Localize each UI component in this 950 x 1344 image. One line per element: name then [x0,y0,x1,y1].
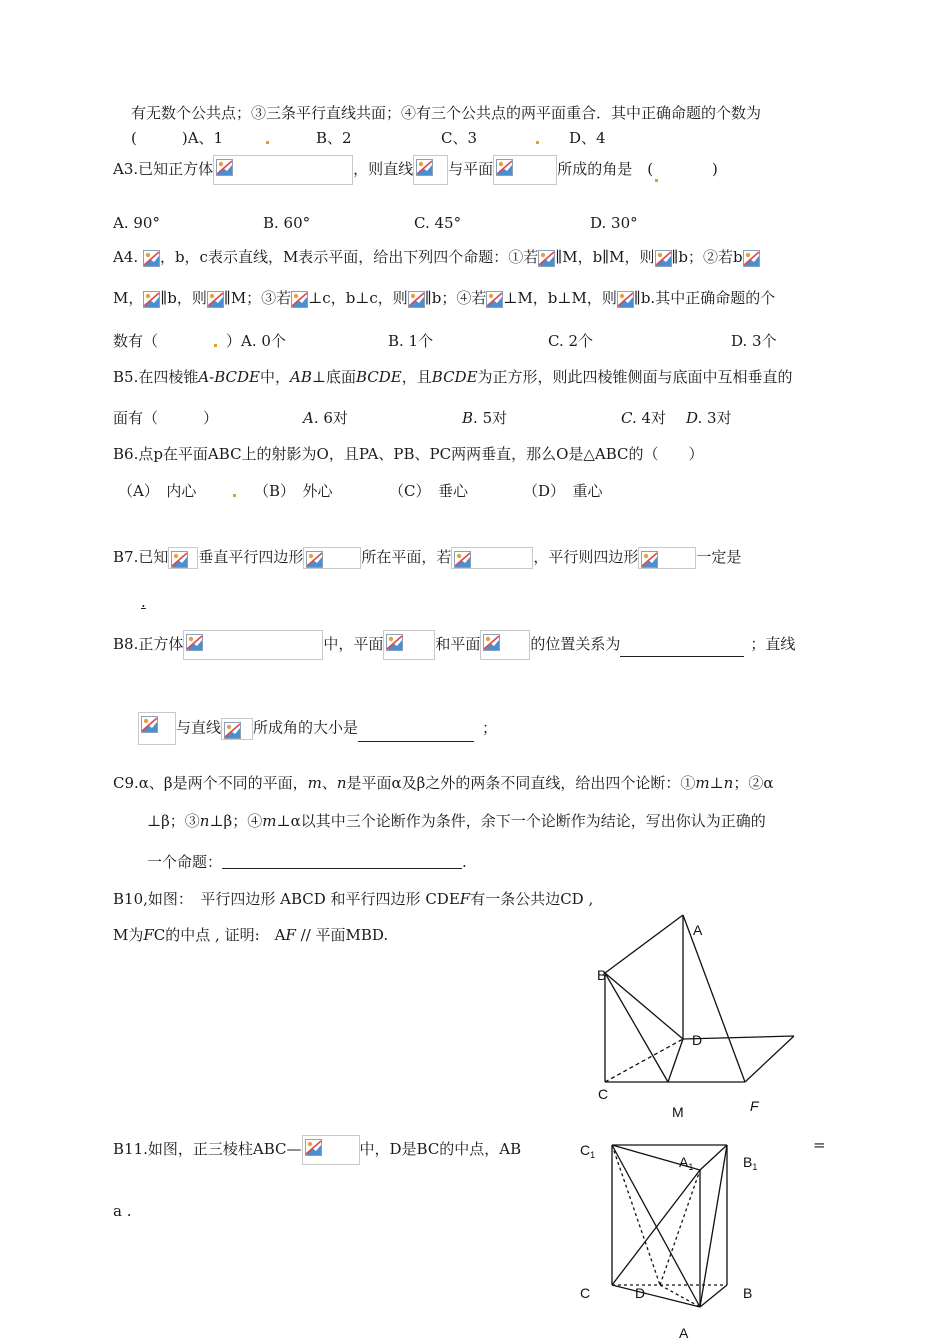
option-b: B. 1个 [388,332,434,350]
text: ) [712,160,718,178]
label-c: C [580,1285,591,1301]
problem-b7-answer [141,592,146,612]
edge [700,1145,727,1307]
text: 面有（ ） [113,409,219,427]
problem-b10 [113,889,593,909]
answer-blank[interactable] [222,868,462,869]
text: 所成角的大小是 [253,718,359,737]
label-c: C [598,1086,609,1102]
option-c: C. 2个 [548,332,594,350]
text: 3对 [702,409,732,427]
text: 垂直平行四边形 [198,548,304,566]
label-f: F [750,1098,759,1114]
option-b: B、2 [316,129,352,147]
text: A-BCDE [198,368,260,386]
text: ⊥c，b⊥c，则 [308,289,408,307]
text: B10,如图： 平行四边形 ABCD 和平行四边形 CDE [113,890,460,908]
parallelogram-figure [590,905,810,1125]
text: B7.已知 [113,548,169,566]
text: 中，D是BC的中点，AB [359,1140,522,1158]
problem-a3 [113,155,718,185]
broken-image-icon [486,291,503,308]
option-d: D. 3个 [731,332,777,350]
text: ⊥底面 [311,368,356,386]
text: 与平面 [448,160,494,178]
dot-mark [233,494,236,497]
broken-image-icon [303,547,361,569]
text: a . [113,1202,132,1220]
text: 5对 [477,409,508,427]
hidden-edge [612,1145,660,1285]
text: BCDE [431,368,478,386]
text: M为 [113,926,144,944]
option-a: ( )A、1 [131,129,224,147]
text: ∥b；②若b [671,248,743,266]
text: 4对 [636,409,667,427]
broken-image-icon [617,291,634,308]
text: A3.已知正方体 [113,160,214,178]
text: ∥M；③若 [223,289,292,307]
option-d: D. 30° [590,214,638,232]
edge [605,973,683,1039]
text: 的位置关系为 [530,635,621,653]
broken-image-icon [451,547,533,569]
text: 、 [321,774,337,792]
problem-c9-line3 [147,852,467,872]
text: ，则直线 [353,160,414,178]
problem-b8 [113,630,795,660]
text: C9.α、β是两个不同的平面， [113,774,308,792]
broken-image-icon [538,250,555,267]
problem-b8-line2 [138,712,497,745]
text: ∥b；④若 [424,289,487,307]
text: 为正方形，则此四棱锥侧面与底面中互相垂直的 [477,368,793,386]
option-d [686,408,732,428]
option-b: （B） 外心 [254,482,333,500]
option-c: （C） 垂心 [389,482,468,500]
text: ； [482,718,498,737]
problem-b5 [113,367,793,387]
problem-a2-tail [131,103,761,123]
label-b: B [743,1285,753,1301]
dot-mark [536,141,539,144]
text: 所在平面，若 [361,548,452,566]
text: . [462,853,467,871]
option-d: （D） 重心 [523,482,603,500]
problem-b10-line2 [113,925,388,945]
label-a1: $A_1$ [679,1154,694,1172]
hidden-edge [605,1039,683,1082]
text: ⊥α以其中三个论断作为条件，余下一个论断作为结论，写出你认为正确的 [276,812,766,830]
prism-figure [575,1130,805,1344]
text: m [262,812,277,830]
broken-image-icon [480,630,530,660]
label-b: B [597,967,607,983]
edge [700,1285,727,1307]
broken-image-icon [655,250,672,267]
dot-mark [655,179,658,182]
edge [612,1285,700,1307]
text: B5.在四棱锥 [113,368,199,386]
broken-image-icon [207,291,224,308]
broken-image-icon [413,155,448,185]
text: 一定是 [696,548,742,566]
text: F [459,890,471,908]
edge [668,1039,683,1082]
text: D. [686,409,703,427]
broken-image-icon [383,630,435,660]
text: ∥b.其中正确命题的个 [633,289,776,307]
option-a: A. 90° [113,214,160,232]
text: B8.正方体 [113,635,184,653]
text: 有一条公共边CD , [470,890,594,908]
text: ；直线 [750,635,796,653]
broken-image-icon [168,547,198,569]
text: B. [462,409,478,427]
option-c: C、3 [441,129,478,147]
dot-mark [266,141,269,144]
label-a: A [693,922,703,938]
text: ⊥M，b⊥M，则 [503,289,617,307]
text: 一个命题： [147,853,223,871]
broken-image-icon [143,291,160,308]
text: ；②α [733,774,774,792]
text: 数有（ [113,332,159,350]
text: 和平面 [435,635,481,653]
problem-a4-line2 [113,288,775,308]
broken-image-icon [138,712,176,745]
option-a [303,408,348,428]
text: C. [621,409,637,427]
problem-a4 [113,247,760,267]
answer-blank[interactable] [358,741,474,742]
answer-blank[interactable] [620,656,744,657]
broken-image-icon [302,1135,360,1165]
text: n [199,812,210,830]
text: C的中点 , 证明: A [153,926,286,944]
dot-mark [214,344,217,347]
hidden-edge [660,1170,700,1285]
text: B11.如图，正三棱柱ABC— [113,1140,302,1158]
label-d: D [635,1285,646,1301]
edge [683,915,745,1082]
label-a: A [679,1325,689,1341]
edge [605,973,668,1082]
text: B6.点p在平面ABC上的射影为O，且PA、PB、PC两两垂直，那么O是△ABC的（ ） [113,445,704,463]
text: = [813,1136,826,1154]
text: m [307,774,322,792]
label-d: D [692,1032,703,1048]
edge [605,915,683,973]
text: AB [290,368,312,386]
broken-image-icon [183,630,323,660]
label-b1: $B_1$ [743,1154,758,1172]
broken-image-icon [291,291,308,308]
edge [745,1036,794,1082]
text: m [695,774,710,792]
option-a: ）A. 0个 [226,332,286,350]
broken-image-icon [213,155,353,185]
text: . [141,593,146,611]
broken-image-icon [143,250,160,267]
text: ⊥ [709,774,724,792]
option-b: B. 60° [263,214,311,232]
problem-b11-equals [813,1135,826,1155]
problem-c9-line2 [147,811,766,831]
option-d: D、4 [569,129,606,147]
text: 中， [260,368,291,386]
problem-b11-line2 [113,1201,131,1221]
text: 中，平面 [323,635,384,653]
option-b [462,408,507,428]
option-c [621,408,666,428]
problem-b7 [113,547,741,569]
text: M， [113,289,144,307]
text: ，平行则四边形 [533,548,639,566]
broken-image-icon [638,547,696,569]
text: // 平面MBD. [295,926,389,944]
label-c1: $C_1$ [580,1142,596,1160]
text: ⊥β；④ [209,812,263,830]
problem-b11 [113,1135,521,1165]
text: 有无数个公共点；③三条平行直线共面；④有三个公共点的两平面重合．其中正确命题的个数为 [131,104,762,122]
text: BCDE [355,368,402,386]
broken-image-icon [221,718,253,740]
text: 是平面α及β之外的两条不同直线，给出四个论断：① [346,774,696,792]
text: n [723,774,734,792]
text: ∥M，b∥M，则 [555,248,655,266]
broken-image-icon [493,155,557,185]
text: A. [303,409,319,427]
problem-c9 [113,773,773,793]
text: 与直线 [176,718,222,737]
text: A4. [113,248,139,266]
text: F [143,926,154,944]
text: n [336,774,347,792]
text: ，b，c表示直线，M表示平面，给出下列四个命题：①若 [159,248,539,266]
text: 6对 [318,409,348,427]
text: ，且 [401,368,432,386]
text: 所成的角是 ( [557,160,654,178]
broken-image-icon [743,250,760,267]
text: ⊥β；③ [147,812,200,830]
edge [612,1170,700,1285]
label-m: M [672,1104,684,1120]
text: ∥b，则 [160,289,207,307]
text: F [285,926,296,944]
option-a: （A） 内心 [118,482,197,500]
option-c: C. 45° [414,214,462,232]
problem-b6 [113,444,704,464]
broken-image-icon [408,291,425,308]
